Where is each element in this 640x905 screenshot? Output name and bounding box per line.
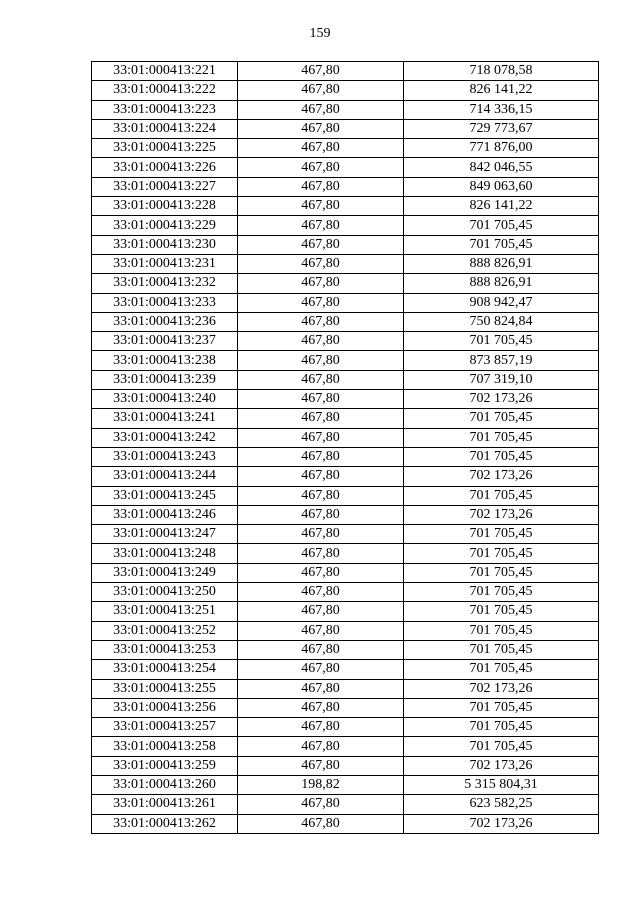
area-cell: 467,80	[238, 486, 404, 505]
table-row	[92, 351, 599, 370]
cadastral-value-cell: 718 078,58	[404, 62, 599, 81]
cadastral-number-cell: 33:01:000413:228	[92, 197, 238, 216]
cadastral-value-cell: 701 705,45	[404, 216, 599, 235]
cadastral-value-cell: 701 705,45	[404, 563, 599, 582]
cadastral-number-cell: 33:01:000413:247	[92, 525, 238, 544]
page-number: 159	[309, 26, 331, 41]
area-cell: 467,80	[238, 698, 404, 717]
area-cell: 467,80	[238, 563, 404, 582]
area-cell: 467,80	[238, 274, 404, 293]
cadastral-value-cell: 701 705,45	[404, 235, 599, 254]
cadastral-number-cell: 33:01:000413:230	[92, 235, 238, 254]
area-cell: 198,82	[238, 775, 404, 794]
cadastral-value-cell: 702 173,26	[404, 679, 599, 698]
cadastral-value-cell: 826 141,22	[404, 81, 599, 100]
cadastral-number-cell: 33:01:000413:245	[92, 486, 238, 505]
cadastral-value-cell: 701 705,45	[404, 698, 599, 717]
cadastral-number-cell: 33:01:000413:238	[92, 351, 238, 370]
area-cell: 467,80	[238, 177, 404, 196]
area-cell: 467,80	[238, 583, 404, 602]
cadastral-value-cell: 714 336,15	[404, 100, 599, 119]
area-cell: 467,80	[238, 312, 404, 331]
cadastral-value-cell: 702 173,26	[404, 814, 599, 833]
cadastral-number-cell: 33:01:000413:250	[92, 583, 238, 602]
area-cell: 467,80	[238, 814, 404, 833]
area-cell: 467,80	[238, 795, 404, 814]
cadastral-value-cell: 701 705,45	[404, 737, 599, 756]
cadastral-number-cell: 33:01:000413:248	[92, 544, 238, 563]
area-cell: 467,80	[238, 621, 404, 640]
area-cell: 467,80	[238, 351, 404, 370]
cadastral-value-cell: 908 942,47	[404, 293, 599, 312]
table-row	[92, 332, 599, 351]
cadastral-number-cell: 33:01:000413:223	[92, 100, 238, 119]
cadastral-value-cell: 707 319,10	[404, 370, 599, 389]
table-row	[92, 177, 599, 196]
cadastral-value-cell: 5 315 804,31	[404, 775, 599, 794]
table-row	[92, 100, 599, 119]
cadastral-value-cell: 701 705,45	[404, 525, 599, 544]
table-row	[92, 62, 599, 81]
area-cell: 467,80	[238, 235, 404, 254]
table-row	[92, 81, 599, 100]
area-cell: 467,80	[238, 409, 404, 428]
cadastral-number-cell: 33:01:000413:261	[92, 795, 238, 814]
cadastral-number-cell: 33:01:000413:239	[92, 370, 238, 389]
area-cell: 467,80	[238, 679, 404, 698]
cadastral-value-cell: 701 705,45	[404, 583, 599, 602]
table-row	[92, 718, 599, 737]
area-cell: 467,80	[238, 139, 404, 158]
cadastral-number-cell: 33:01:000413:254	[92, 660, 238, 679]
cadastral-value-cell: 701 705,45	[404, 660, 599, 679]
table-row	[92, 293, 599, 312]
area-cell: 467,80	[238, 81, 404, 100]
cadastral-value-cell: 702 173,26	[404, 505, 599, 524]
table-row	[92, 621, 599, 640]
cadastral-number-cell: 33:01:000413:243	[92, 447, 238, 466]
area-cell: 467,80	[238, 660, 404, 679]
table-row	[92, 814, 599, 833]
table-row	[92, 563, 599, 582]
table-row	[92, 467, 599, 486]
cadastral-number-cell: 33:01:000413:242	[92, 428, 238, 447]
area-cell: 467,80	[238, 158, 404, 177]
table-row	[92, 158, 599, 177]
cadastral-number-cell: 33:01:000413:259	[92, 756, 238, 775]
area-cell: 467,80	[238, 216, 404, 235]
cadastral-number-cell: 33:01:000413:221	[92, 62, 238, 81]
cadastral-value-cell: 701 705,45	[404, 602, 599, 621]
cadastral-number-cell: 33:01:000413:231	[92, 254, 238, 273]
area-cell: 467,80	[238, 602, 404, 621]
table-row	[92, 583, 599, 602]
cadastral-number-cell: 33:01:000413:255	[92, 679, 238, 698]
cadastral-value-cell: 842 046,55	[404, 158, 599, 177]
area-cell: 467,80	[238, 525, 404, 544]
cadastral-value-cell: 849 063,60	[404, 177, 599, 196]
cadastral-number-cell: 33:01:000413:257	[92, 718, 238, 737]
table-row	[92, 679, 599, 698]
area-cell: 467,80	[238, 197, 404, 216]
area-cell: 467,80	[238, 390, 404, 409]
table-row	[92, 737, 599, 756]
table-row	[92, 795, 599, 814]
cadastral-value-cell: 623 582,25	[404, 795, 599, 814]
table-row	[92, 756, 599, 775]
cadastral-value-cell: 701 705,45	[404, 640, 599, 659]
area-cell: 467,80	[238, 293, 404, 312]
cadastral-number-cell: 33:01:000413:262	[92, 814, 238, 833]
area-cell: 467,80	[238, 718, 404, 737]
table-row	[92, 274, 599, 293]
area-cell: 467,80	[238, 737, 404, 756]
cadastral-value-cell: 701 705,45	[404, 447, 599, 466]
cadastral-number-cell: 33:01:000413:256	[92, 698, 238, 717]
cadastral-value-cell: 888 826,91	[404, 254, 599, 273]
table-row	[92, 602, 599, 621]
table-row	[92, 698, 599, 717]
cadastral-number-cell: 33:01:000413:240	[92, 390, 238, 409]
table-row	[92, 486, 599, 505]
cadastral-value-cell: 701 705,45	[404, 428, 599, 447]
cadastral-number-cell: 33:01:000413:260	[92, 775, 238, 794]
area-cell: 467,80	[238, 100, 404, 119]
table-row	[92, 525, 599, 544]
table-row	[92, 139, 599, 158]
cadastral-value-cell: 701 705,45	[404, 409, 599, 428]
cadastral-value-cell: 888 826,91	[404, 274, 599, 293]
table-row	[92, 660, 599, 679]
cadastral-number-cell: 33:01:000413:225	[92, 139, 238, 158]
cadastral-number-cell: 33:01:000413:222	[92, 81, 238, 100]
area-cell: 467,80	[238, 447, 404, 466]
table-row	[92, 640, 599, 659]
table-row	[92, 447, 599, 466]
table-row	[92, 544, 599, 563]
cadastral-number-cell: 33:01:000413:246	[92, 505, 238, 524]
table-row	[92, 390, 599, 409]
cadastral-number-cell: 33:01:000413:233	[92, 293, 238, 312]
cadastral-value-cell: 702 173,26	[404, 390, 599, 409]
cadastral-number-cell: 33:01:000413:249	[92, 563, 238, 582]
area-cell: 467,80	[238, 62, 404, 81]
table-row	[92, 409, 599, 428]
cadastral-number-cell: 33:01:000413:227	[92, 177, 238, 196]
area-cell: 467,80	[238, 370, 404, 389]
table-row	[92, 197, 599, 216]
cadastral-number-cell: 33:01:000413:253	[92, 640, 238, 659]
cadastral-number-cell: 33:01:000413:224	[92, 119, 238, 138]
cadastral-value-cell: 826 141,22	[404, 197, 599, 216]
cadastral-number-cell: 33:01:000413:229	[92, 216, 238, 235]
table-row	[92, 312, 599, 331]
cadastral-value-cell: 729 773,67	[404, 119, 599, 138]
area-cell: 467,80	[238, 505, 404, 524]
area-cell: 467,80	[238, 756, 404, 775]
area-cell: 467,80	[238, 254, 404, 273]
cadastral-number-cell: 33:01:000413:237	[92, 332, 238, 351]
table-row	[92, 370, 599, 389]
cadastral-number-cell: 33:01:000413:236	[92, 312, 238, 331]
cadastral-value-cell: 701 705,45	[404, 718, 599, 737]
table-row	[92, 505, 599, 524]
cadastral-number-cell: 33:01:000413:232	[92, 274, 238, 293]
table-row	[92, 775, 599, 794]
cadastral-value-cell: 750 824,84	[404, 312, 599, 331]
cadastral-value-cell: 771 876,00	[404, 139, 599, 158]
table-row	[92, 119, 599, 138]
area-cell: 467,80	[238, 428, 404, 447]
cadastral-number-cell: 33:01:000413:226	[92, 158, 238, 177]
cadastral-value-cell: 873 857,19	[404, 351, 599, 370]
cadastral-number-cell: 33:01:000413:244	[92, 467, 238, 486]
cadastral-value-cell: 701 705,45	[404, 621, 599, 640]
cadastral-value-cell: 701 705,45	[404, 486, 599, 505]
area-cell: 467,80	[238, 544, 404, 563]
cadastral-number-cell: 33:01:000413:258	[92, 737, 238, 756]
table-row	[92, 216, 599, 235]
cadastral-value-cell: 702 173,26	[404, 756, 599, 775]
table-row	[92, 428, 599, 447]
cadastral-number-cell: 33:01:000413:251	[92, 602, 238, 621]
cadastral-value-cell: 701 705,45	[404, 544, 599, 563]
area-cell: 467,80	[238, 467, 404, 486]
table-row	[92, 254, 599, 273]
registry-table-body	[92, 62, 599, 834]
cadastral-value-cell: 702 173,26	[404, 467, 599, 486]
table-row	[92, 235, 599, 254]
cadastral-number-cell: 33:01:000413:252	[92, 621, 238, 640]
area-cell: 467,80	[238, 640, 404, 659]
cadastral-number-cell: 33:01:000413:241	[92, 409, 238, 428]
area-cell: 467,80	[238, 332, 404, 351]
cadastral-value-cell: 701 705,45	[404, 332, 599, 351]
area-cell: 467,80	[238, 119, 404, 138]
registry-table	[91, 61, 599, 834]
